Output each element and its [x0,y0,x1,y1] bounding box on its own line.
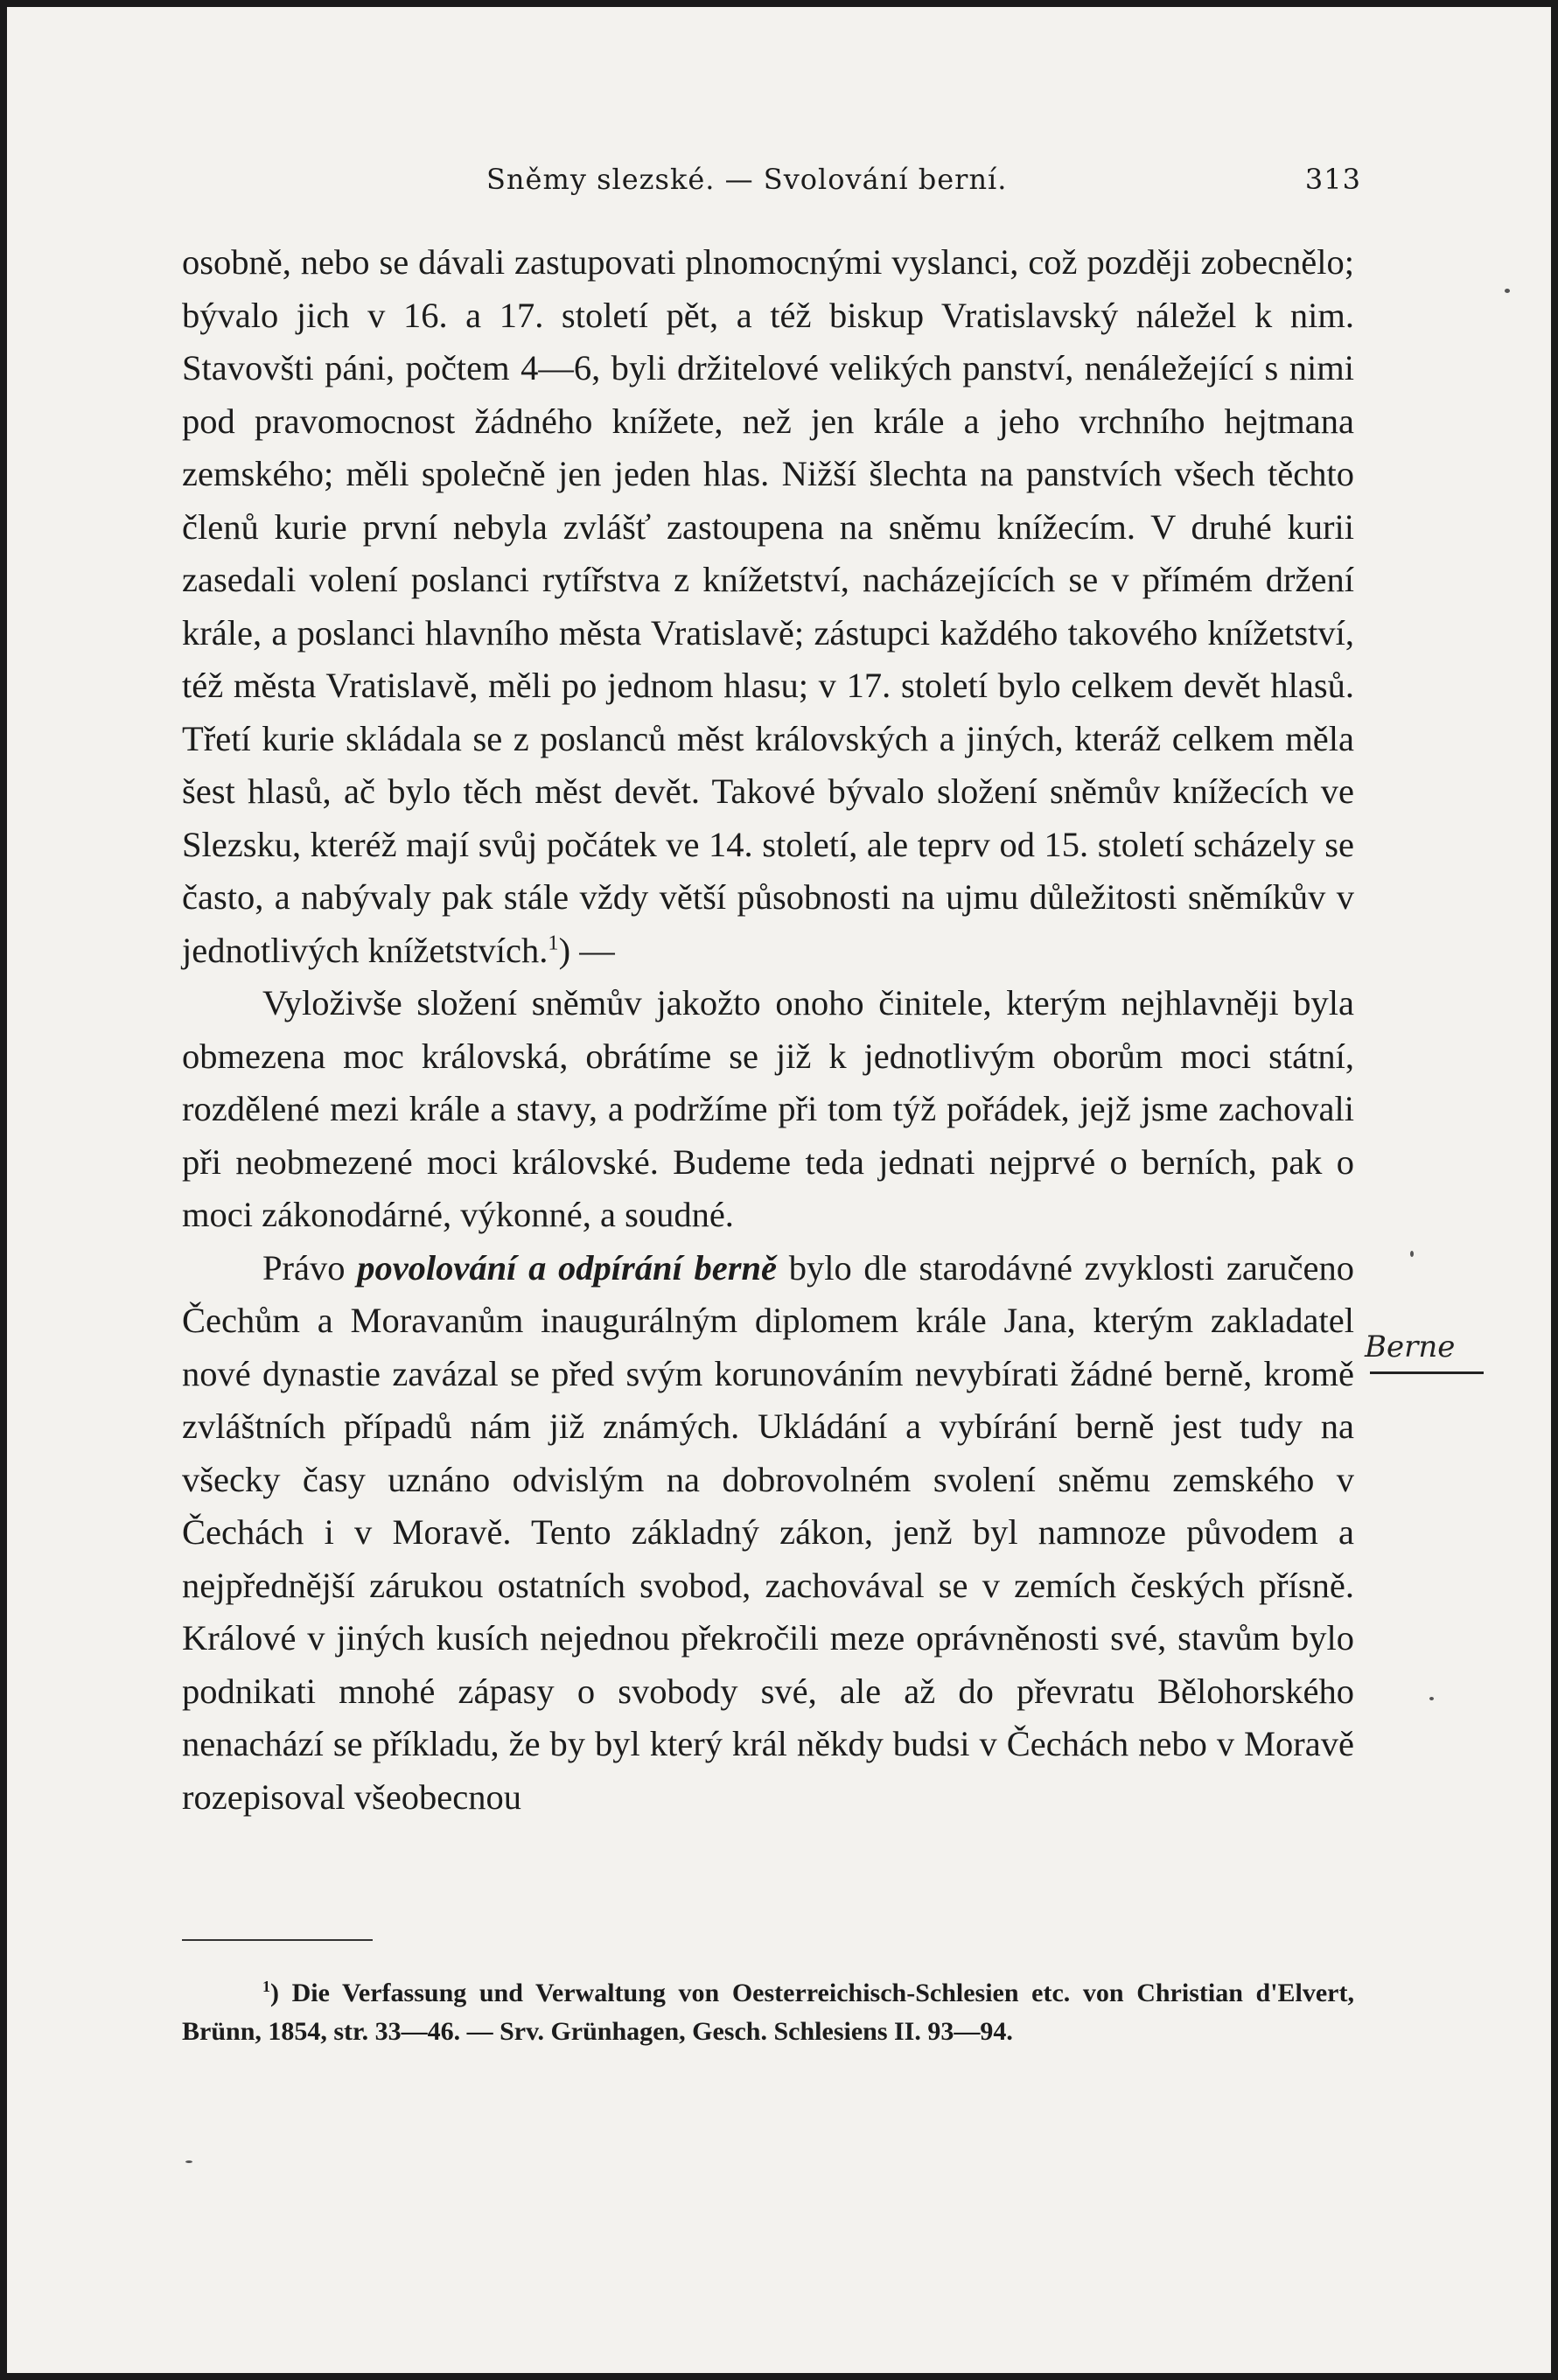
footnote-text: ) Die Verfassung und Verwaltung von Oesterreichisch-Schlesien etc. von Christian d'Elvert, Brünn, 1854, str. 33—46. — Srv. Grünhagen, Gesch. Schlesiens II. 93—94. [182,1979,1354,2046]
paragraph-3-emphasis: povolování a odpírání berně [357,1247,778,1288]
main-text [182,236,1354,1824]
paper-speck [1429,1697,1434,1700]
handwritten-margin-note: Berne [1365,1330,1456,1364]
running-head-title: Sněmy slezské. — Svolování berní. [486,163,1008,196]
paragraph-3-text: bylo dle starodávné zvyklosti zaručeno Čechům a Moravanům inaugurálným diplomem krále Jana, kterým zakladatel nové dynastie zavázal se před svým korunováním nevybírati žádné berně, kromě zvláštních případů nám již známých. Ukládání a vybírání berně jest tudy na všecky časy uznáno odvislým na dobrovolném svolení sněmu zemského v Čechách i v Moravě. Tento základný zákon, jenž byl namnoze původem a nejpřednější zárukou ostatních svobod, zachovával se v zemích českých přísně. Králové v jiných kusích nejednou překročili meze oprávněnosti své, stavům bylo podnikati mnohé zápasy o svobody své, ale až do převratu Bělohorského nenachází se příkladu, že by byl který král někdy budsi v Čechách nebo v Moravě rozepisoval všeobecnou [182,1247,1354,1817]
paper-speck [185,2160,192,2163]
paper-speck [1410,1251,1414,1257]
paragraph-1-text: osobně, nebo se dávali zastupovati plnomocnými vyslanci, což později zobecnělo; bývalo jich v 16. a 17. století pět, a též biskup Vratislavský náležel k nim. Stavovšti páni, počtem 4—6, byli držitelové velikých panství, nenáležející s nimi pod pravomocnost žádného knížete, než jen krále a jeho vrchního hejtmana zemského; měli společně jen jeden hlas. Nižší šlechta na panstvích všech těchto členů kurie první nebyla zvlášť zastoupena na sněmu knížecím. V druhé kurii zasedali volení poslanci rytířstva z knížetství, nacházejících se v přímém držení krále, a poslanci hlavního města Vratislavě; zástupci každého takového knížetství, též města Vratislavě, měli po jednom hlasu; v 17. století bylo celkem devět hlasů. Třetí kurie skládala se z poslanců měst královských a jiných, kteráž celkem měla šest hlasů, ač bylo těch měst devět. Takové bývalo složení sněmův knížecích ve Slezsku, kteréž mají svůj počátek ve 14. století, ale teprv od 15. století scházely se často, a nabývaly pak stále vždy větší působnosti na ujmu důležitosti sněmíkův v jednotlivých knížetstvích. [182,242,1354,970]
footnote-ref: 1 [548,931,559,954]
paragraph-3-lead: Právo [262,1247,346,1288]
paragraph-3 [182,1242,1354,1825]
margin-underline [1370,1371,1484,1374]
footnote-1 [182,1974,1354,2051]
footnotes [182,1974,1354,2051]
footnote-mark: 1 [262,1978,270,1995]
paragraph-2: Vyloživše složení sněmův jakožto onoho činitele, kterým nejhlavněji byla obmezena moc královská, obrátíme se již k jednotlivým oborům moci státní, rozdělené mezi krále a stavy, a podržíme při tom týž pořádek, jejž jsme zachovali při neobmezené moci královské. Budeme teda jednati nejprvé o berních, pak o moci zákonodárné, výkonné, a soudné. [182,983,1354,1234]
paragraph-1 [182,236,1354,977]
paper-speck [1505,289,1510,293]
paragraph-1-end: ) — [558,930,615,970]
page-number: 313 [1304,163,1361,196]
footnote-rule [182,1939,373,1941]
